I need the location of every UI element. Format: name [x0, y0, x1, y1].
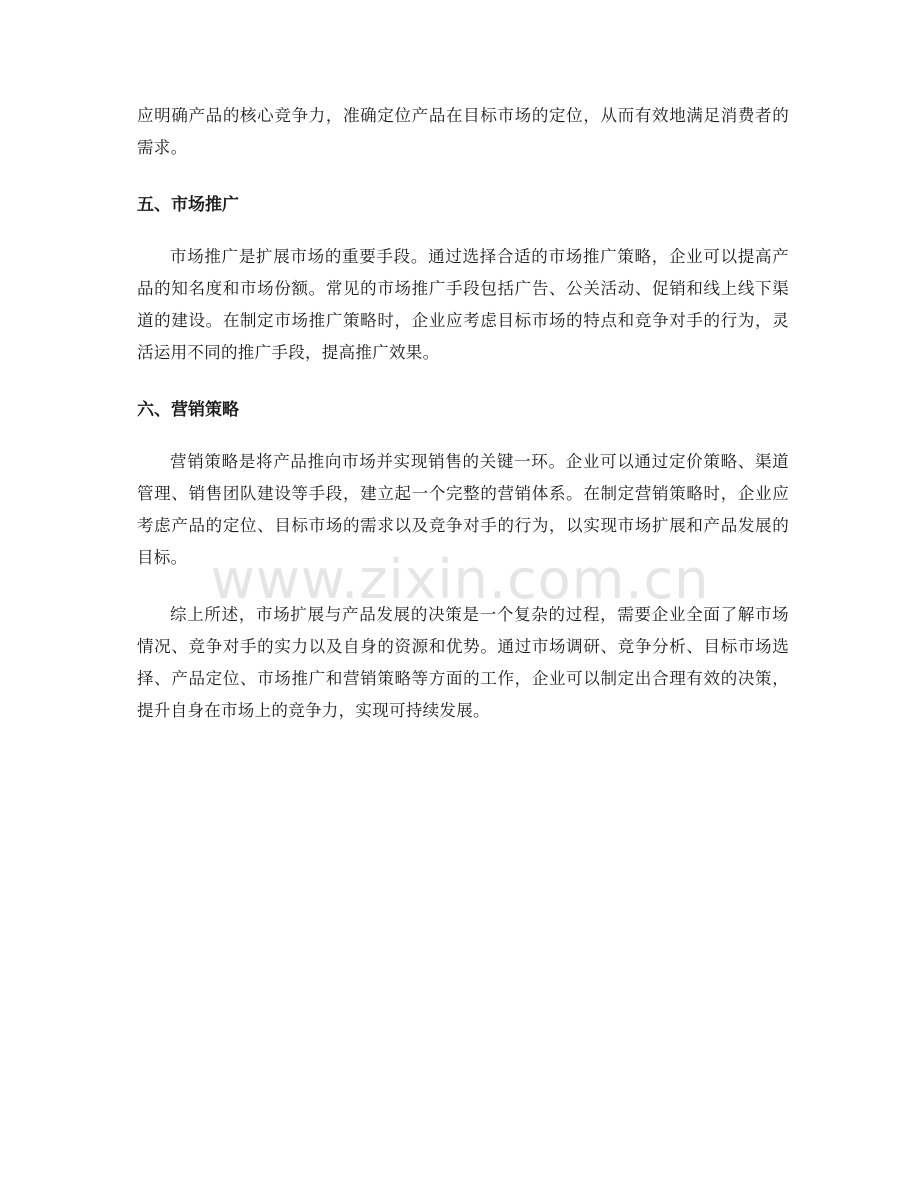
document-body: [137, 100, 789, 727]
paragraph-section-5: 市场推广是扩展市场的重要手段。通过选择合适的市场推广策略，企业可以提高产品的知名度和市场份额。常见的市场推广手段包括广告、公关活动、促销和线上线下渠道的建设。在制定市场推广策略时，企业应考虑目标市场的特点和竞争对手的行为，灵活运用不同的推广手段，提高推广效果。: [137, 247, 789, 362]
paragraph-intro-continuation: 应明确产品的核心竞争力，准确定位产品在目标市场的定位，从而有效地满足消费者的需求。: [137, 106, 789, 157]
paragraph-conclusion: 综上所述，市场扩展与产品发展的决策是一个复杂的过程，需要企业全面了解市场情况、竞争对手的实力以及自身的资源和优势。通过市场调研、竞争分析、目标市场选择、产品定位、市场推广和营销策略等方面的工作，企业可以制定出合理有效的决策，提升自身在市场上的竞争力，实现可持续发展。: [137, 605, 789, 720]
paragraph-section-6: 营销策略是将产品推向市场并实现销售的关键一环。企业可以通过定价策略、渠道管理、销售团队建设等手段，建立起一个完整的营销体系。在制定营销策略时，企业应考虑产品的定位、目标市场的需求以及竞争对手的行为，以实现市场扩展和产品发展的目标。: [137, 452, 789, 567]
heading-section-5: 五、市场推广: [137, 195, 239, 215]
watermark: www.zixin.com.cn: [210, 548, 710, 611]
heading-section-6: 六、营销策略: [137, 400, 239, 420]
